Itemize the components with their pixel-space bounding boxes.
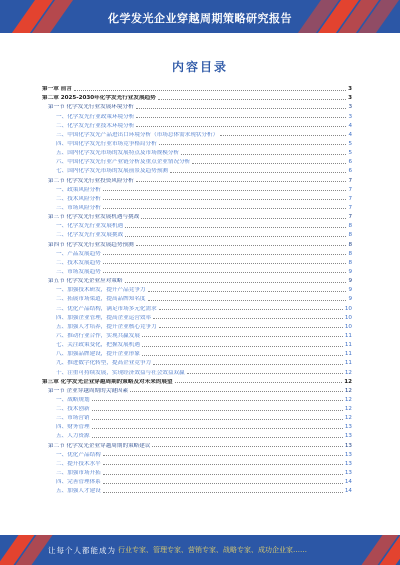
toc-dot-leader — [92, 410, 343, 411]
toc-section-entry[interactable] — [42, 174, 352, 183]
toc-subsection-entry[interactable] — [42, 394, 352, 403]
toc-dot-leader — [159, 309, 343, 310]
toc-entry-title: 二、技术创新 — [56, 406, 90, 413]
toc-page-number: 3 — [348, 86, 352, 93]
toc-subsection-entry[interactable] — [42, 147, 352, 156]
toc-entry-title: 五、人力资源 — [56, 433, 90, 440]
page-footer — [0, 535, 400, 565]
toc-entry-title: 第三节 化学发光行业发展机遇与挑战 — [48, 214, 140, 221]
toc-page-number: 14 — [344, 479, 352, 486]
toc-page-number: 6 — [348, 168, 352, 175]
toc-entry-title: 一、化学发光行业政策环境分析 — [56, 113, 135, 120]
toc-chapter-entry[interactable] — [42, 83, 352, 92]
toc-dot-leader — [103, 263, 347, 264]
footer-roles: 行业专家、管理专家、营销专家、战略专家、成功企业家…… — [118, 546, 307, 554]
toc-dot-leader — [125, 227, 346, 228]
toc-subsection-entry[interactable] — [42, 156, 352, 165]
toc-page-number: 8 — [348, 223, 352, 230]
toc-subsection-entry[interactable] — [42, 138, 352, 147]
toc-subsection-entry[interactable] — [42, 110, 352, 119]
toc-entry-title: 六、推动行业合作，实现共赢发展 — [56, 332, 140, 339]
toc-page-number: 7 — [348, 204, 352, 211]
toc-subsection-entry[interactable] — [42, 403, 352, 412]
toc-subsection-entry[interactable] — [42, 357, 352, 366]
toc-dot-leader — [136, 117, 346, 118]
toc-dot-leader — [103, 492, 343, 493]
toc-subsection-entry[interactable] — [42, 348, 352, 357]
toc-section-entry[interactable] — [42, 211, 352, 220]
toc-section-entry[interactable] — [42, 275, 352, 284]
toc-dot-leader — [103, 190, 347, 191]
toc-page-number: 7 — [348, 214, 352, 221]
toc-dot-leader — [103, 483, 343, 484]
toc-entry-title: 第一章 前言 — [42, 86, 72, 93]
toc-subsection-entry[interactable] — [42, 248, 352, 257]
toc-dot-leader — [103, 272, 347, 273]
toc-page-number: 8 — [348, 232, 352, 239]
toc-entry-title: 第一节 化学发光行业发展环境分析 — [48, 104, 134, 111]
table-of-contents — [42, 83, 352, 494]
toc-entry-title: 第四节 化学发光行业发展趋势预测 — [48, 241, 134, 248]
toc-heading: 内容目录 — [171, 60, 228, 74]
toc-entry-title: 四、财务管理 — [56, 424, 90, 431]
toc-page-number: 13 — [344, 424, 352, 431]
toc-dot-leader — [92, 437, 343, 438]
toc-dot-leader — [74, 90, 346, 91]
toc-entry-title: 三、市场发展趋势 — [56, 268, 101, 275]
toc-subsection-entry[interactable] — [42, 302, 352, 311]
toc-entry-title: 二、化学发光行业技术环境分析 — [56, 122, 135, 129]
toc-page-number: 11 — [344, 342, 352, 349]
toc-subsection-entry[interactable] — [42, 266, 352, 275]
toc-entry-title: 三、优化产品结构，满足市场多元化需求 — [56, 305, 157, 312]
toc-subsection-entry[interactable] — [42, 129, 352, 138]
toc-entry-title: 一、政策风险分析 — [56, 186, 101, 193]
toc-page-number: 10 — [344, 314, 352, 321]
toc-page-number: 6 — [348, 159, 352, 166]
toc-page-number: 4 — [348, 131, 352, 138]
toc-entry-title: 一、产品发展趋势 — [56, 250, 101, 257]
toc-dot-leader — [153, 364, 343, 365]
toc-entry-title: 八、加强品牌建设，提升企业形象 — [56, 351, 140, 358]
toc-dot-leader — [92, 428, 343, 429]
toc-entry-title: 三、中国化学发光产品进出口环境分析（市场总体需求现状分析） — [56, 131, 219, 138]
toc-subsection-entry[interactable] — [42, 220, 352, 229]
toc-entry-title: 五、加强人才培养，提升企业核心竞争力 — [56, 323, 157, 330]
toc-dot-leader — [103, 464, 343, 465]
toc-dot-leader — [103, 455, 343, 456]
toc-section-entry[interactable] — [42, 101, 352, 110]
toc-subsection-entry[interactable] — [42, 421, 352, 430]
toc-dot-leader — [103, 474, 343, 475]
toc-dot-leader — [136, 245, 347, 246]
toc-dot-leader — [142, 336, 343, 337]
toc-dot-leader — [159, 144, 347, 145]
toc-subsection-entry[interactable] — [42, 476, 352, 485]
toc-subsection-entry[interactable] — [42, 412, 352, 421]
toc-dot-leader — [148, 291, 347, 292]
toc-entry-title: 二、拓展市场渠道，提高品牌知名度 — [56, 296, 146, 303]
toc-entry-title: 三、加强市场开拓 — [56, 470, 101, 477]
toc-page-number: 10 — [344, 323, 352, 330]
toc-subsection-entry[interactable] — [42, 293, 352, 302]
toc-dot-leader — [158, 99, 346, 100]
toc-page-number: 12 — [344, 387, 352, 394]
toc-subsection-entry[interactable] — [42, 485, 352, 494]
toc-entry-title: 第五节 化学发光企业应对策略 — [48, 278, 123, 285]
toc-subsection-entry[interactable] — [42, 120, 352, 129]
toc-page-number: 7 — [348, 186, 352, 193]
toc-subsection-entry[interactable] — [42, 312, 352, 321]
toc-dot-leader — [125, 236, 346, 237]
toc-dot-leader — [175, 382, 343, 383]
toc-chapter-entry[interactable] — [42, 376, 352, 385]
toc-subsection-entry[interactable] — [42, 339, 352, 348]
toc-page-number: 13 — [344, 470, 352, 477]
toc-subsection-entry[interactable] — [42, 193, 352, 202]
toc-entry-title: 七、关注政策变化，把握发展机遇 — [56, 342, 140, 349]
toc-entry-title: 三、市场营销 — [56, 415, 90, 422]
toc-subsection-entry[interactable] — [42, 458, 352, 467]
toc-entry-title: 四、完善管理体系 — [56, 479, 101, 486]
toc-entry-title: 二、技术风险分析 — [56, 195, 101, 202]
toc-entry-title: 一、加强技术研发，提升产品竞争力 — [56, 287, 146, 294]
toc-page-number: 11 — [344, 332, 352, 339]
toc-subsection-entry[interactable] — [42, 366, 352, 375]
toc-section-entry[interactable] — [42, 385, 352, 394]
toc-entry-title: 四、加强企业管理，提高企业运营效率 — [56, 314, 152, 321]
report-title: 化学发光企业穿越周期策略研究报告 — [108, 12, 292, 25]
toc-entry-title: 第二节 化学发光企业穿越周期的策略建议 — [48, 442, 151, 449]
toc-page-number: 9 — [348, 268, 352, 275]
toc-entry-title: 一、化学发光行业发展机遇 — [56, 223, 124, 230]
toc-entry-title: 六、中国化学发光行业产业链分析及重点企业情况分析 — [56, 159, 191, 166]
toc-dot-leader — [192, 163, 346, 164]
toc-dot-leader — [130, 391, 343, 392]
toc-page-number: 9 — [348, 296, 352, 303]
toc-subsection-entry[interactable] — [42, 321, 352, 330]
toc-chapter-entry[interactable] — [42, 92, 352, 101]
toc-entry-title: 一、战略规划 — [56, 396, 90, 403]
toc-dot-leader — [181, 154, 346, 155]
toc-entry-title: 第三章 化学发光企业穿越周期的策略及对未来的展望 — [42, 378, 173, 385]
toc-subsection-entry[interactable] — [42, 467, 352, 476]
toc-section-entry[interactable] — [42, 238, 352, 247]
toc-entry-title: 十、注重可持续发展，实现经济效益与社会效益双赢 — [56, 369, 185, 376]
toc-dot-leader — [159, 327, 343, 328]
toc-dot-leader — [153, 318, 343, 319]
toc-page-number: 8 — [348, 250, 352, 257]
toc-dot-leader — [125, 282, 347, 283]
toc-page-number: 9 — [348, 287, 352, 294]
toc-page-number: 14 — [344, 488, 352, 495]
toc-page-number: 5 — [348, 150, 352, 157]
toc-page-number: 12 — [344, 378, 352, 385]
toc-page-number: 12 — [344, 396, 352, 403]
toc-entry-title: 五、加强人才建设 — [56, 488, 101, 495]
toc-page-number: 8 — [348, 241, 352, 248]
toc-page-number: 7 — [348, 195, 352, 202]
toc-dot-leader — [92, 400, 343, 401]
toc-page-number: 3 — [348, 95, 352, 102]
toc-entry-title: 一、优化产品结构 — [56, 451, 101, 458]
toc-dot-leader — [103, 208, 347, 209]
toc-dot-leader — [170, 172, 347, 173]
toc-subsection-entry[interactable] — [42, 430, 352, 439]
toc-subsection-entry[interactable] — [42, 229, 352, 238]
toc-page-number: 13 — [344, 460, 352, 467]
toc-dot-leader — [136, 108, 347, 109]
toc-page-number: 4 — [348, 122, 352, 129]
toc-page-number: 5 — [348, 140, 352, 147]
toc-dot-leader — [136, 181, 347, 182]
toc-entry-title: 四、中国化学发光行业市场竞争格局分析 — [56, 140, 157, 147]
toc-dot-leader — [103, 254, 347, 255]
toc-page-number: 12 — [344, 415, 352, 422]
toc-subsection-entry[interactable] — [42, 184, 352, 193]
toc-page-number: 10 — [344, 305, 352, 312]
toc-subsection-entry[interactable] — [42, 202, 352, 211]
report-header — [0, 0, 400, 33]
toc-dot-leader — [142, 346, 343, 347]
toc-entry-title: 二、技术发展趋势 — [56, 259, 101, 266]
toc-page-number: 12 — [344, 369, 352, 376]
footer-slogan: 让每个人都能成为 — [48, 546, 116, 555]
toc-page-number: 8 — [348, 259, 352, 266]
toc-subsection-entry[interactable] — [42, 449, 352, 458]
toc-entry-title: 第二章 2025-2030年化学发光行业发展趋势 — [42, 95, 156, 102]
toc-page-number: 9 — [348, 278, 352, 285]
toc-page-number: 3 — [348, 104, 352, 111]
toc-dot-leader — [220, 135, 346, 136]
toc-subsection-entry[interactable] — [42, 165, 352, 174]
toc-entry-title: 第一节 企业穿越周期的关键因素 — [48, 387, 129, 394]
toc-section-entry[interactable] — [42, 439, 352, 448]
toc-subsection-entry[interactable] — [42, 257, 352, 266]
toc-page-number: 13 — [344, 433, 352, 440]
toc-page-number: 11 — [344, 351, 352, 358]
toc-page-number: 3 — [348, 113, 352, 120]
toc-page-number: 13 — [344, 451, 352, 458]
toc-dot-leader — [103, 199, 347, 200]
toc-dot-leader — [136, 126, 346, 127]
toc-dot-leader — [141, 218, 346, 219]
toc-dot-leader — [92, 419, 343, 420]
toc-dot-leader — [148, 300, 347, 301]
toc-page-number: 7 — [348, 177, 352, 184]
toc-dot-leader — [187, 373, 343, 374]
toc-page-number: 12 — [344, 406, 352, 413]
toc-entry-title: 五、国内化学发光市场的发展特点及市场规模分析 — [56, 150, 180, 157]
toc-entry-title: 二、化学发光行业发展挑战 — [56, 232, 124, 239]
toc-page-number: 11 — [344, 360, 352, 367]
toc-subsection-entry[interactable] — [42, 284, 352, 293]
toc-entry-title: 九、推进数字化转型，提高企业竞争力 — [56, 360, 152, 367]
toc-entry-title: 三、市场风险分析 — [56, 204, 101, 211]
toc-subsection-entry[interactable] — [42, 330, 352, 339]
toc-entry-title: 第二节 化学发光行业投资风险分析 — [48, 177, 134, 184]
toc-page-number: 13 — [344, 442, 352, 449]
toc-dot-leader — [142, 355, 343, 356]
toc-entry-title: 七、国内化学发光市场的发展前景及趋势预测 — [56, 168, 168, 175]
toc-dot-leader — [152, 446, 342, 447]
toc-entry-title: 二、提升技术水平 — [56, 460, 101, 467]
